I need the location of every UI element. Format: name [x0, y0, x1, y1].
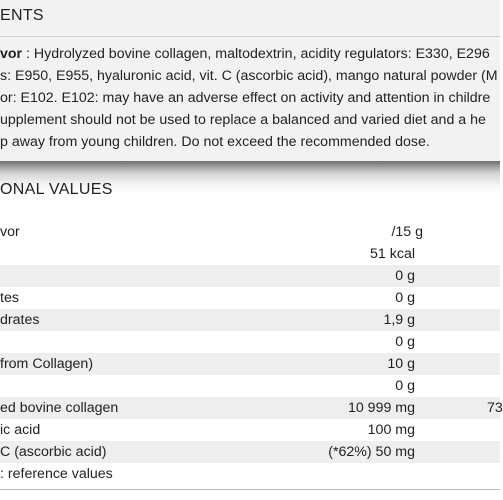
- table-row: [0, 265, 500, 287]
- ingredients-line: or: E102. E102: may have an adverse effect on activity and attention in childre: [0, 90, 491, 106]
- row-value: 51 kcal: [370, 246, 415, 262]
- table-row: [0, 353, 500, 375]
- row-value: 0 g: [395, 378, 415, 394]
- nutrition-table: [0, 221, 503, 485]
- row-extra-value: 73: [487, 400, 503, 416]
- table-row: [0, 287, 500, 309]
- row-value: 100 mg: [367, 422, 415, 438]
- row-label: from Collagen): [0, 356, 94, 372]
- row-value: 0 g: [395, 290, 415, 306]
- row-label: drates: [0, 312, 40, 328]
- table-row: [0, 331, 500, 353]
- nutrition-header: [0, 161, 500, 217]
- table-row: [0, 221, 500, 243]
- row-label: C (ascorbic acid): [0, 444, 107, 460]
- ingredients-line: p away from young children. Do not exceed the recommended dose.: [0, 134, 430, 150]
- table-row: [0, 375, 500, 397]
- ingredients-text: [0, 37, 500, 161]
- row-value: (*62%) 50 mg: [328, 444, 415, 460]
- divider: [0, 489, 500, 490]
- row-label: ed bovine collagen: [0, 400, 119, 416]
- row-value: 0 g: [395, 268, 415, 284]
- row-value: 10 999 mg: [347, 400, 415, 416]
- table-row: [0, 309, 500, 331]
- row-label: ic acid: [0, 422, 41, 438]
- row-value: 10 g: [387, 356, 415, 372]
- table-row: [0, 397, 503, 419]
- ingredients-header: [0, 0, 500, 37]
- row-value: /15 g: [391, 224, 423, 240]
- table-row: [0, 419, 500, 441]
- nutrition-title: ONAL VALUES: [0, 181, 113, 198]
- ingredients-line: vor : Hydrolyzed bovine collagen, maltodextrin, acidity regulators: E330, E296: [0, 46, 490, 62]
- row-label: tes: [0, 290, 19, 306]
- row-value: 1,9 g: [383, 312, 415, 328]
- flavor-label: vor: [0, 46, 23, 62]
- row-value: 0 g: [395, 334, 415, 350]
- table-row: [0, 463, 500, 485]
- row-label: : reference values: [0, 466, 113, 482]
- ingredients-line: upplement should not be used to replace a balanced and varied diet and a he: [0, 112, 486, 128]
- ingredients-title: ENTS: [0, 7, 44, 24]
- row-label: vor: [0, 224, 20, 240]
- table-row: [0, 441, 500, 463]
- ingredients-line: s: E950, E955, hyaluronic acid, vit. C (ascorbic acid), mango natural powder (M: [0, 68, 498, 84]
- table-row: [0, 243, 500, 265]
